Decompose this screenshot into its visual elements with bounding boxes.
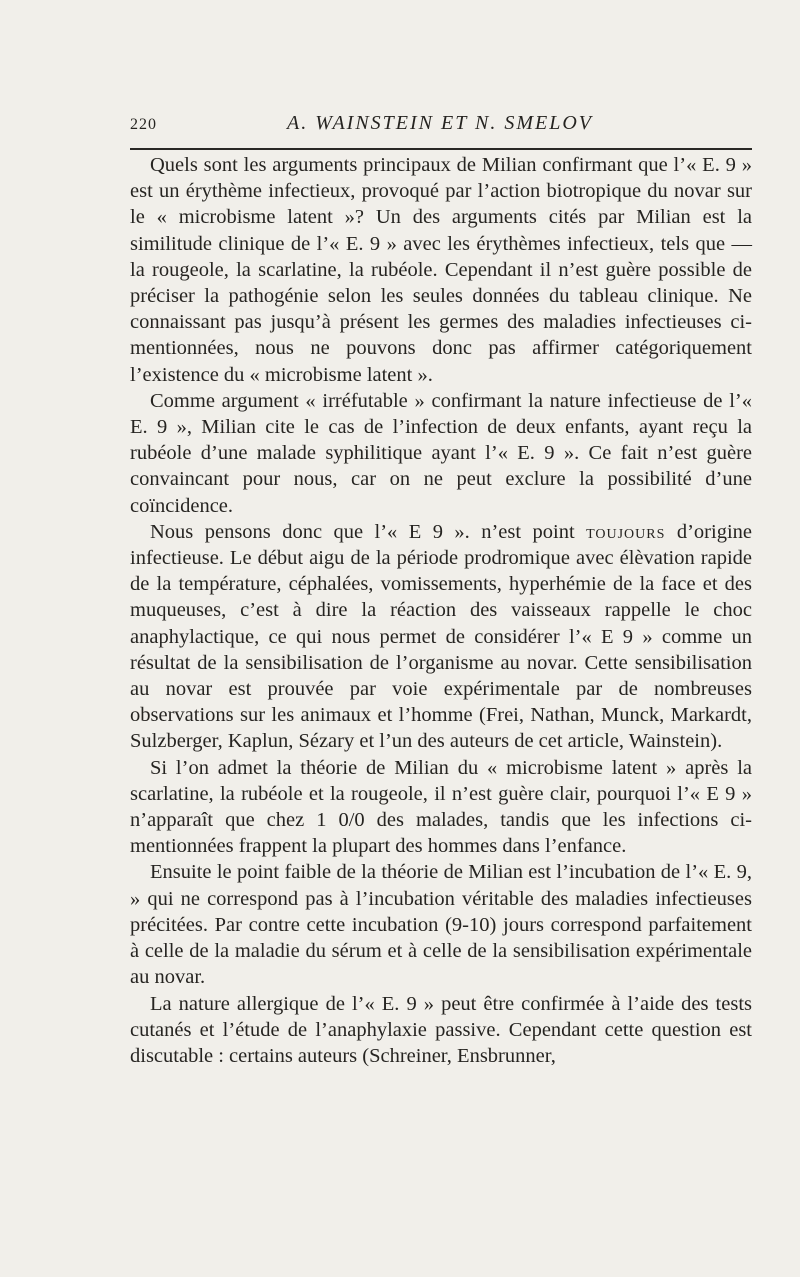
paragraph: Quels sont les arguments principaux de Milian confirmant que l’« E. 9 » est un érythème infectieux, provoqué par l’action biotropique du novar sur le « microbisme latent »? Un des arguments cités par Milian est la similitude clinique de l’« E. 9 » avec les érythèmes infectieux, tels que — la rougeole, la scarlatine, la rubéole. Cependant il n’est guère possible de préciser la pathogénie selon les seules données du tableau clinique. Ne connaissant pas jusqu’à présent les germes des maladies infectieuses ci-mentionnées, nous ne pouvons donc pas affirmer catégoriquement l’existence du « microbisme latent ». — [130, 154, 752, 386]
running-head — [130, 112, 750, 142]
paragraph-text: Nous pensons donc que l’« E 9 ». n’est point — [150, 520, 587, 543]
running-title: A. WAINSTEIN ET N. SMELOV — [286, 112, 593, 134]
paragraph: Ensuite le point faible de la théorie de Milian est l’incubation de l’« E. 9, » qui ne correspond pas à l’incubation véritable des maladies infectieuses précitées. Par contre cette incubation (9-10) jours correspond parfaitement à celle de la maladie du sérum et à celle de la sensibilisation expérimentale au novar. — [130, 861, 752, 989]
paragraph — [130, 519, 752, 755]
paragraph: La nature allergique de l’« E. 9 » peut être confirmée à l’aide des tests cutanés et l’étude de l’anaphylaxie passive. Cependant cette question est discutable : certains auteurs (Schreiner, Ensbrunner, — [130, 992, 752, 1067]
paragraph: Comme argument « irréfutable » confirmant la nature infectieuse de l’« E. 9 », Milian cite le cas de l’infection de deux enfants, ayant reçu la rubéole d’une malade syphilitique ayant l’« E. 9 ». Ce fait n’est guère convaincant pour nous, car on ne peut exclure la possibilité d’une coïncidence. — [130, 389, 752, 517]
paragraph: Si l’on admet la théorie de Milian du « microbisme latent » après la scarlatine, la rubéole et la rougeole, il n’est guère clair, pourquoi l’« E 9 » n’apparaît que chez 1 0/0 des malades, tandis que les infections ci-mentionnées frappent la plupart des hommes dans l’enfance. — [130, 756, 752, 858]
body-text — [130, 152, 752, 1069]
page-number: 220 — [130, 116, 157, 133]
header-rule — [130, 148, 752, 150]
paragraph-text: d’origine infectieuse. Le début aigu de la période prodromique avec élèvation rapide de la température, céphalées, vomissements, hyperhémie de la face et des muqueuses, c’est à dire la réaction des vaisseaux rappelle le choc anaphylactique, ce qui nous permet de considérer l’« E 9 » comme un résultat de la sensibilisation de l’organisme au novar. Cette sensibilisation au novar est prouvée par voie expérimentale par de nombreuses observations sur les animaux et l’homme (Frei, Nathan, Munck, Markardt, Sulzberger, Kaplun, Sézary et l’un des auteurs de cet article, Wainstein). — [130, 520, 752, 753]
emphasis-smallcaps: toujours — [586, 520, 666, 543]
